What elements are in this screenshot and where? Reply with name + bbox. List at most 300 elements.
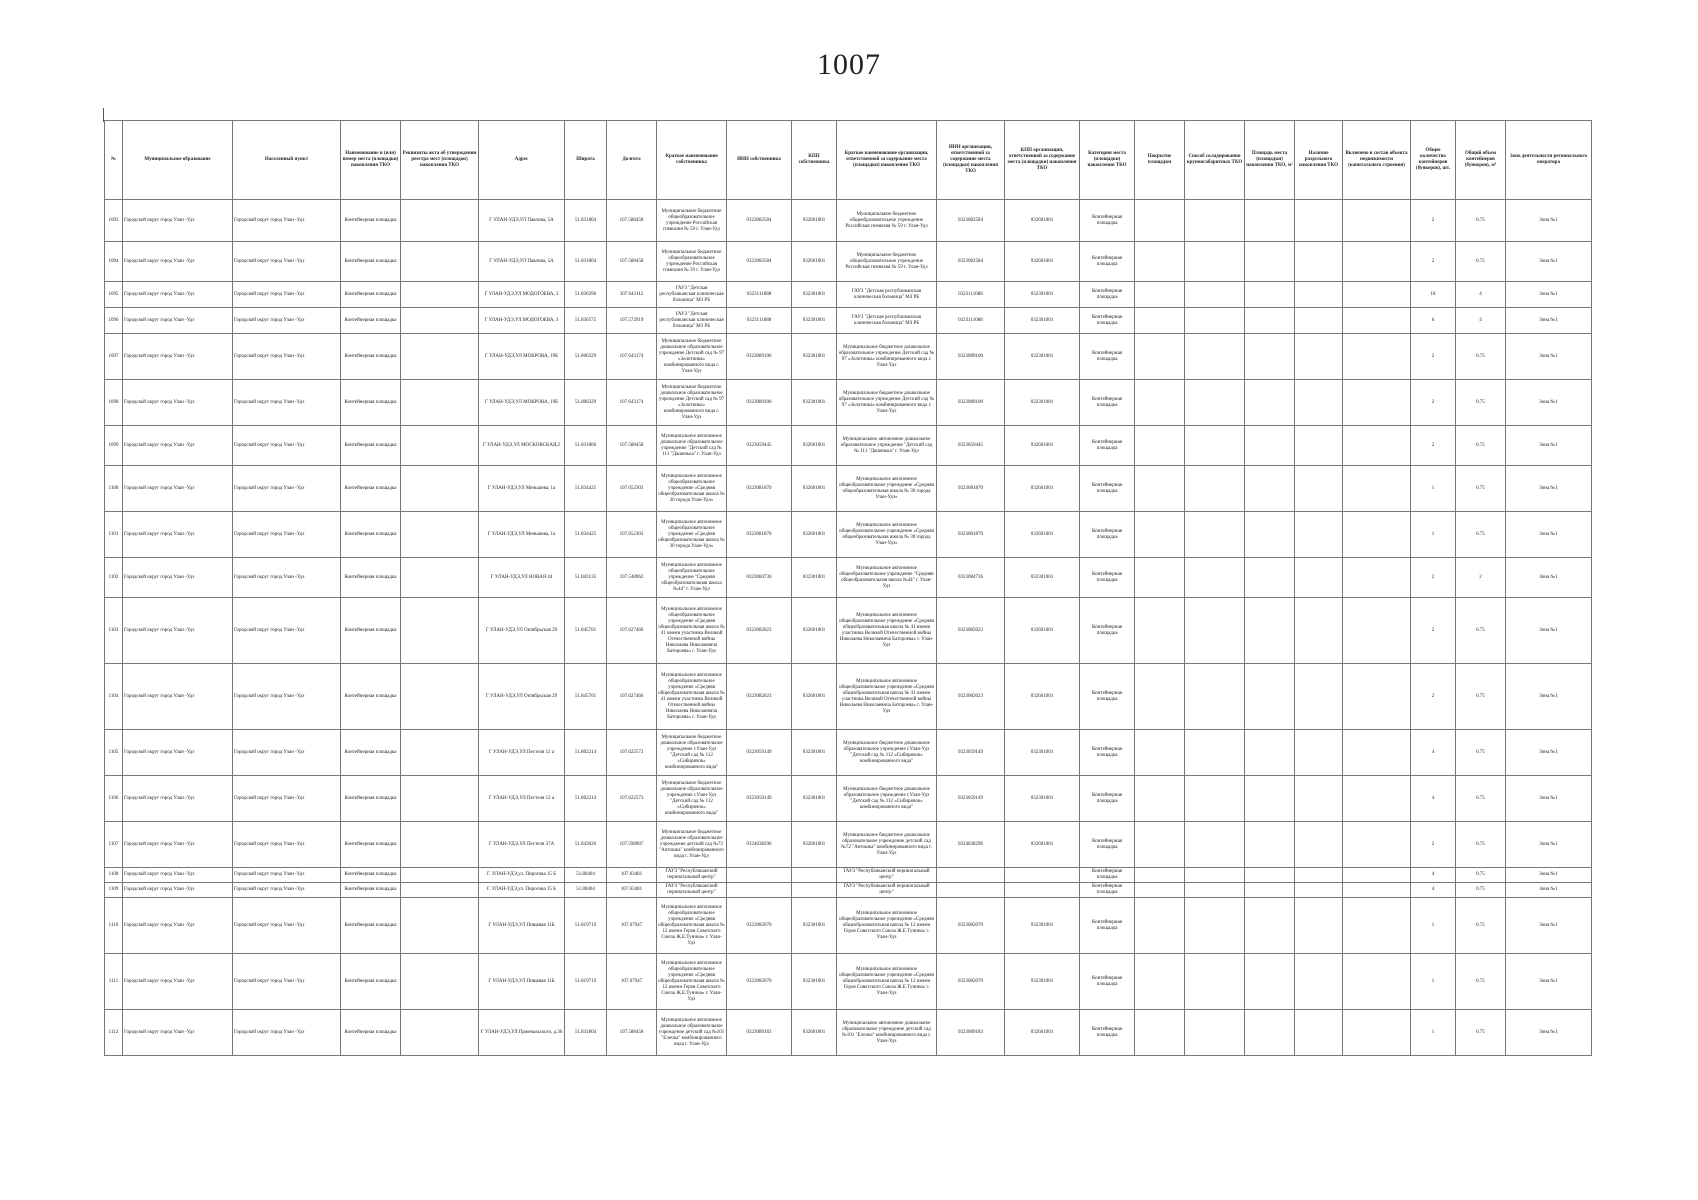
cell-mo: Городской округ город Улан -Удэ: [123, 558, 233, 598]
table-row: [105, 822, 1592, 868]
cell-cnt: 2: [1411, 426, 1456, 466]
cell-inn: 0323089100: [727, 380, 792, 426]
cell-rinn: 0323082584: [937, 242, 1005, 282]
cell-np: Городской округ город Улан -Удэ: [233, 466, 341, 512]
cell-rinn: 0323059445: [937, 426, 1005, 466]
cell-np: Городской округ город Улан -Удэ: [233, 954, 341, 1010]
cell-cnt: 2: [1411, 242, 1456, 282]
header-row: [105, 121, 1592, 200]
cell-kpp: 032601001: [792, 1010, 837, 1056]
cell-empty: [1343, 200, 1411, 242]
cell-empty: [1295, 898, 1343, 954]
cell-cnt: 4: [1411, 776, 1456, 822]
cell-empty: [1245, 466, 1295, 512]
column-header: Площадь места (площадки) накопления ТКО, м²: [1245, 121, 1295, 200]
cell-rkpp: 032601001: [1005, 200, 1080, 242]
cell-cat: Контейнерная площадка: [1080, 664, 1135, 730]
cell-num: 1101: [105, 512, 123, 558]
cell-kpp: [792, 868, 837, 883]
cell-zone: Зона №1: [1506, 200, 1592, 242]
cell-lon: 107.548962: [607, 558, 657, 598]
cell-vol: 0.75: [1456, 200, 1506, 242]
cell-num: 1099: [105, 426, 123, 466]
cell-rkpp: 032601001: [1005, 466, 1080, 512]
cell-name: Контейнерная площадка: [341, 598, 401, 664]
table-row: [105, 598, 1592, 664]
cell-rinn: 0323081870: [937, 466, 1005, 512]
column-header: Краткое наименование собственника: [657, 121, 727, 200]
cell-act: [401, 558, 479, 598]
cell-kpp: 032301001: [792, 954, 837, 1010]
cell-inn: 0323089183: [727, 1010, 792, 1056]
cell-num: 1109: [105, 883, 123, 898]
cell-name: Контейнерная площадка: [341, 954, 401, 1010]
cell-empty: [1185, 242, 1245, 282]
cell-lon: 107.63481: [607, 883, 657, 898]
cell-vol: 2: [1456, 558, 1506, 598]
cell-empty: [1295, 868, 1343, 883]
cell-kpp: 032601001: [792, 822, 837, 868]
cell-inn: 0323082584: [727, 242, 792, 282]
cell-cnt: 2: [1411, 380, 1456, 426]
cell-kpp: 032301001: [792, 308, 837, 334]
column-header: №: [105, 121, 123, 200]
cell-empty: [1245, 822, 1295, 868]
cell-name: Контейнерная площадка: [341, 242, 401, 282]
cell-lon: 107.622573: [607, 776, 657, 822]
cell-empty: [1185, 200, 1245, 242]
cell-empty: [1343, 598, 1411, 664]
column-header: Общий объем контейнеров (бункеров), м³: [1456, 121, 1506, 200]
cell-kpp: 032601001: [792, 426, 837, 466]
cell-empty: [1295, 308, 1343, 334]
cell-rinn: 0323089183: [937, 1010, 1005, 1056]
cell-cnt: 2: [1411, 822, 1456, 868]
cell-rinn: 0323081870: [937, 512, 1005, 558]
cell-empty: [1343, 242, 1411, 282]
cell-empty: [1245, 598, 1295, 664]
cell-empty: [1245, 242, 1295, 282]
cell-owner: Муниципальное автономное общеобразовательное учреждение «Средняя общеобразовательная школа № 41 имени участника Великой Отечественной войны Николаева Николаевича Батороева» г. Улан-Удэ: [657, 664, 727, 730]
cell-lon: 107.643174: [607, 334, 657, 380]
cell-rinn: 0323111088: [937, 282, 1005, 308]
table-body: [105, 200, 1592, 1056]
cell-rinn: [937, 868, 1005, 883]
cell-empty: [1295, 883, 1343, 898]
cell-owner: Муниципальное бюджетное общеобразовательное учреждение Российская гимназия № 59 г. Улан-Удэ: [657, 242, 727, 282]
cell-empty: [1135, 200, 1185, 242]
cell-lat: 51.831804: [565, 200, 607, 242]
cell-zone: Зона №1: [1506, 282, 1592, 308]
cell-lat: 51.819719: [565, 954, 607, 1010]
cell-rinn: 0323082023: [937, 598, 1005, 664]
page-number: 1007: [817, 48, 881, 81]
cell-zone: Зона №1: [1506, 598, 1592, 664]
column-header: Адрес: [479, 121, 565, 200]
cell-inn: 0324038296: [727, 822, 792, 868]
cell-empty: [1135, 426, 1185, 466]
cell-act: [401, 308, 479, 334]
cell-mo: Городской округ город Улан -Удэ: [123, 822, 233, 868]
cell-mo: Городской округ город Улан -Удэ: [123, 730, 233, 776]
cell-num: 1105: [105, 730, 123, 776]
cell-act: [401, 380, 479, 426]
cell-kpp: [792, 883, 837, 898]
cell-rinn: 0323082584: [937, 200, 1005, 242]
cell-lon: 107.622573: [607, 730, 657, 776]
cell-inn: 0323082023: [727, 664, 792, 730]
cell-rinn: 0323059149: [937, 730, 1005, 776]
cell-rkpp: 032601001: [1005, 822, 1080, 868]
cell-rkpp: 032601001: [1005, 512, 1080, 558]
cell-empty: [1185, 334, 1245, 380]
cell-resp: Муниципальное автономное общеобразовательное учреждение «Средняя общеобразовательная школа № 41 имени участника Великой Отечественной войны Николаева Николаевича Батороева» г. Улан-Удэ: [837, 598, 937, 664]
cell-inn: 0323082584: [727, 200, 792, 242]
cell-empty: [1135, 334, 1185, 380]
cell-empty: [1295, 242, 1343, 282]
cell-resp: Муниципальное бюджетное общеобразовательное учреждение Российская гимназия № 59 г. Улан-Удэ: [837, 200, 937, 242]
cell-empty: [1135, 954, 1185, 1010]
cell-vol: 0.75: [1456, 898, 1506, 954]
cell-lat: 51.806329: [565, 334, 607, 380]
cell-rinn: 0323059149: [937, 776, 1005, 822]
cell-num: 1104: [105, 664, 123, 730]
cell-mo: Городской округ город Улан -Удэ: [123, 883, 233, 898]
cell-zone: Зона №1: [1506, 334, 1592, 380]
cell-zone: Зона №1: [1506, 242, 1592, 282]
column-header: Долгота: [607, 121, 657, 200]
cell-empty: [1343, 334, 1411, 380]
cell-lon: 107.588458: [607, 1010, 657, 1056]
cell-addr: Г УЛАН-УДЭ,УЛ МОСКОВСКАЯ,2: [479, 426, 565, 466]
cell-zone: Зона №1: [1506, 308, 1592, 334]
cell-np: Городской округ город Улан -Удэ: [233, 308, 341, 334]
cell-zone: Зона №1: [1506, 776, 1592, 822]
cell-cat: Контейнерная площадка: [1080, 466, 1135, 512]
cell-rinn: 0323089100: [937, 380, 1005, 426]
cell-inn: 0323081870: [727, 512, 792, 558]
cell-addr: Г УЛАН-УДЭ,УЛ Октябрьская 29: [479, 664, 565, 730]
cell-empty: [1135, 898, 1185, 954]
cell-act: [401, 1010, 479, 1056]
cell-mo: Городской округ город Улан -Удэ: [123, 598, 233, 664]
cell-empty: [1135, 776, 1185, 822]
cell-addr: Г УЛАН-УДЭ,УЛ Пржевальского, д.36: [479, 1010, 565, 1056]
column-header: Краткое наименование организации, ответственной за содержание места (площадки) накопления ТКО: [837, 121, 937, 200]
cell-empty: [1295, 730, 1343, 776]
cell-name: Контейнерная площадка: [341, 883, 401, 898]
cell-cat: Контейнерная площадка: [1080, 380, 1135, 426]
column-header: Населенный пункт: [233, 121, 341, 200]
cell-np: Городской округ город Улан -Удэ: [233, 898, 341, 954]
cell-kpp: 032301001: [792, 558, 837, 598]
cell-empty: [1185, 868, 1245, 883]
cell-empty: [1135, 730, 1185, 776]
cell-addr: Г УЛАН-УДЭ,УЛ Пищевая 11Б: [479, 898, 565, 954]
cell-rinn: 0323082070: [937, 954, 1005, 1010]
cell-vol: 0.75: [1456, 954, 1506, 1010]
cell-empty: [1135, 883, 1185, 898]
cell-resp: Муниципальное бюджетное дошкольное образовательное учреждение детский сад №72 "Антошка" комбинированного вида г. Улан-Удэ: [837, 822, 937, 868]
cell-addr: Г. УЛАН-УДЭ,ул. Пирогова 15 Б: [479, 868, 565, 883]
cell-cat: Контейнерная площадка: [1080, 282, 1135, 308]
cell-kpp: 032301001: [792, 730, 837, 776]
cell-num: 1106: [105, 776, 123, 822]
cell-vol: 4: [1456, 282, 1506, 308]
cell-inn: 0323081870: [727, 466, 792, 512]
cell-empty: [1185, 822, 1245, 868]
cell-inn: [727, 883, 792, 898]
cell-addr: Г УЛАН-УДЭ,УЛ НОВАЯ 44: [479, 558, 565, 598]
cell-lat: 51.831804: [565, 1010, 607, 1056]
column-header: Широта: [565, 121, 607, 200]
cell-rkpp: 032301001: [1005, 730, 1080, 776]
cell-empty: [1185, 308, 1245, 334]
cell-kpp: 032601001: [792, 598, 837, 664]
cell-inn: 0323082070: [727, 954, 792, 1010]
cell-empty: [1185, 380, 1245, 426]
cell-empty: [1343, 822, 1411, 868]
column-header: Общее количество контейнеров (бункеров), шт.: [1411, 121, 1456, 200]
cell-rkpp: 032301001: [1005, 898, 1080, 954]
table-row: [105, 1010, 1592, 1056]
cell-num: 1108: [105, 868, 123, 883]
table-row: [105, 954, 1592, 1010]
cell-zone: Зона №1: [1506, 868, 1592, 883]
cell-vol: 0.75: [1456, 512, 1506, 558]
cell-vol: 0.75: [1456, 380, 1506, 426]
cell-empty: [1295, 466, 1343, 512]
cell-empty: [1135, 664, 1185, 730]
cell-owner: Муниципальное бюджетное дошкольное образовательное учреждение Детский сад № 97 «Золотинка» комбинированного вида г. Улан-Удэ: [657, 380, 727, 426]
cell-empty: [1185, 898, 1245, 954]
cell-mo: Городской округ город Улан -Удэ: [123, 308, 233, 334]
cell-empty: [1245, 883, 1295, 898]
cell-vol: 0.75: [1456, 426, 1506, 466]
cell-owner: ГАУЗ "Детская республиканская клиническая больница" МЗ РБ: [657, 282, 727, 308]
cell-vol: 0.75: [1456, 334, 1506, 380]
cell-zone: Зона №1: [1506, 558, 1592, 598]
cell-cnt: 2: [1411, 558, 1456, 598]
cell-empty: [1343, 883, 1411, 898]
cell-np: Городской округ город Улан -Удэ: [233, 883, 341, 898]
cell-cnt: 2: [1411, 598, 1456, 664]
cell-empty: [1185, 664, 1245, 730]
cell-cat: Контейнерная площадка: [1080, 898, 1135, 954]
cell-zone: Зона №1: [1506, 664, 1592, 730]
table-row: [105, 558, 1592, 598]
cell-act: [401, 954, 479, 1010]
cell-rkpp: 032301001: [1005, 308, 1080, 334]
cell-cnt: 2: [1411, 664, 1456, 730]
cell-addr: Г УЛАН-УДЭ,УЛ Павлова, 5А: [479, 242, 565, 282]
cell-inn: 0323111088: [727, 282, 792, 308]
column-header: Способ складирования крупногабаритных ТКО: [1185, 121, 1245, 200]
cell-np: Городской округ город Улан -Удэ: [233, 822, 341, 868]
cell-cnt: 1: [1411, 954, 1456, 1010]
table-row: [105, 730, 1592, 776]
cell-name: Контейнерная площадка: [341, 664, 401, 730]
cell-name: Контейнерная площадка: [341, 868, 401, 883]
cell-np: Городской округ город Улан -Удэ: [233, 200, 341, 242]
cell-name: Контейнерная площадка: [341, 1010, 401, 1056]
column-header: ИНН организации, ответственной за содержание места (площадки) накопления ТКО: [937, 121, 1005, 200]
cell-resp: Муниципальное автономное общеобразовательное учреждение "Средняя общеобразовательная школа №44" г. Улан-Удэ: [837, 558, 937, 598]
table-row: [105, 664, 1592, 730]
cell-empty: [1343, 730, 1411, 776]
cell-rkpp: 032601001: [1005, 598, 1080, 664]
cell-lat: 51.836575: [565, 308, 607, 334]
cell-act: [401, 200, 479, 242]
cell-rkpp: 032601001: [1005, 242, 1080, 282]
cell-lat: 51.806329: [565, 380, 607, 426]
cell-empty: [1295, 426, 1343, 466]
cell-vol: 0.75: [1456, 822, 1506, 868]
cell-empty: [1135, 868, 1185, 883]
cell-empty: [1343, 380, 1411, 426]
cell-kpp: 032301001: [792, 282, 837, 308]
cell-act: [401, 730, 479, 776]
cell-empty: [1295, 380, 1343, 426]
cell-num: 1094: [105, 242, 123, 282]
cell-name: Контейнерная площадка: [341, 822, 401, 868]
cell-lat: 51.845761: [565, 664, 607, 730]
cell-np: Городской округ город Улан -Удэ: [233, 598, 341, 664]
cell-lon: 107.627466: [607, 664, 657, 730]
cell-mo: Городской округ город Улан -Удэ: [123, 512, 233, 558]
cell-rinn: 0323111088: [937, 308, 1005, 334]
cell-inn: 0323111088: [727, 308, 792, 334]
cell-cat: Контейнерная площадка: [1080, 598, 1135, 664]
cell-resp: Муниципальное бюджетное дошкольное образовательное учреждение г.Улан-Удэ "Детский сад № 112 «Сибирячок» комбинированного вида": [837, 730, 937, 776]
cell-act: [401, 868, 479, 883]
cell-empty: [1135, 466, 1185, 512]
cell-cat: Контейнерная площадка: [1080, 308, 1135, 334]
cell-empty: [1343, 664, 1411, 730]
cell-owner: Муниципальное автономное общеобразовательное учреждение «Средняя общеобразовательная школа № 12 имени Героя Советского Союза Ж.Е.Тунина» г. Улан-Удэ: [657, 954, 727, 1010]
cell-act: [401, 598, 479, 664]
cell-mo: Городской округ город Улан -Удэ: [123, 282, 233, 308]
cell-name: Контейнерная площадка: [341, 282, 401, 308]
cell-act: [401, 334, 479, 380]
cell-resp: ГАУЗ "Республиканский перинатальный центр": [837, 883, 937, 898]
cell-mo: Городской округ город Улан -Удэ: [123, 242, 233, 282]
cell-vol: 0.75: [1456, 730, 1506, 776]
cell-resp: ГАУЗ "Детская республиканская клиническая больница" МЗ РБ: [837, 308, 937, 334]
cell-empty: [1135, 308, 1185, 334]
cell-cnt: 4: [1411, 730, 1456, 776]
cell-empty: [1343, 466, 1411, 512]
cell-cat: Контейнерная площадка: [1080, 200, 1135, 242]
cell-num: 1096: [105, 308, 123, 334]
cell-addr: Г УЛАН-УДЭ,УЛ Меньшева, 1а: [479, 466, 565, 512]
cell-inn: 0323059149: [727, 730, 792, 776]
cell-empty: [1343, 512, 1411, 558]
cell-kpp: 032301001: [792, 380, 837, 426]
cell-lon: 107.588458: [607, 200, 657, 242]
cell-owner: Муниципальное автономное общеобразовательное учреждение «Средняя общеобразовательная школа № 41 имени участника Великой Отечественной войны Николаева Николаевича Батороева» г. Улан-Удэ: [657, 598, 727, 664]
cell-kpp: 032301001: [792, 334, 837, 380]
cell-act: [401, 822, 479, 868]
cell-empty: [1245, 282, 1295, 308]
cell-rkpp: 032601001: [1005, 1010, 1080, 1056]
cell-empty: [1295, 334, 1343, 380]
cell-lon: 107.572919: [607, 308, 657, 334]
cell-lon: 107.652303: [607, 466, 657, 512]
cell-empty: [1343, 426, 1411, 466]
cell-empty: [1245, 664, 1295, 730]
table-row: [105, 776, 1592, 822]
cell-empty: [1295, 512, 1343, 558]
cell-mo: Городской округ город Улан -Удэ: [123, 868, 233, 883]
cell-empty: [1295, 664, 1343, 730]
cell-owner: Муниципальное бюджетное дошкольное образовательное учреждение детский сад №72 "Антошка" комбинированного вида г. Улан-Удэ: [657, 822, 727, 868]
cell-act: [401, 466, 479, 512]
cell-name: Контейнерная площадка: [341, 380, 401, 426]
cell-empty: [1343, 282, 1411, 308]
cell-rinn: 0324038296: [937, 822, 1005, 868]
table-row: [105, 308, 1592, 334]
cell-mo: Городской округ город Улан -Удэ: [123, 898, 233, 954]
table-row: [105, 380, 1592, 426]
cell-np: Городской округ город Улан -Удэ: [233, 558, 341, 598]
cell-owner: Муниципальное бюджетное дошкольное образовательное учреждение Детский сад № 97 «Золотинка» комбинированного вида г. Улан-Удэ: [657, 334, 727, 380]
cell-resp: Муниципальное автономное общеобразовательное учреждение «Средняя общеобразовательная школа № 12 имени Героя Советского Союза Ж.Е.Тунина» г. Улан-Удэ: [837, 954, 937, 1010]
cell-vol: 0.75: [1456, 883, 1506, 898]
cell-resp: Муниципальное автономное дошкольное образовательное учреждение "Детский сад № 111 "Дашенька" г. Улан-Удэ: [837, 426, 937, 466]
cell-lat: 51.834425: [565, 466, 607, 512]
table-row: [105, 883, 1592, 898]
cell-rkpp: 032301001: [1005, 558, 1080, 598]
cell-np: Городской округ город Улан -Удэ: [233, 242, 341, 282]
cell-empty: [1295, 282, 1343, 308]
cell-cnt: 4: [1411, 883, 1456, 898]
column-header: Покрытие площадки: [1135, 121, 1185, 200]
cell-empty: [1185, 282, 1245, 308]
cell-empty: [1245, 512, 1295, 558]
cell-vol: 0.75: [1456, 598, 1506, 664]
cell-zone: Зона №1: [1506, 1010, 1592, 1056]
cell-cat: Контейнерная площадка: [1080, 822, 1135, 868]
cell-cnt: 1: [1411, 898, 1456, 954]
table-row: [105, 282, 1592, 308]
cell-num: 1111: [105, 954, 123, 1010]
cell-cnt: 1: [1411, 512, 1456, 558]
cell-act: [401, 664, 479, 730]
cell-resp: Муниципальное автономное общеобразовательное учреждение «Средняя общеобразовательная школа № 41 имени участника Великой Отечественной войны Николаева Николаевича Батороева» г. Улан-Удэ: [837, 664, 937, 730]
cell-np: Городской округ город Улан -Удэ: [233, 334, 341, 380]
cell-cat: Контейнерная площадка: [1080, 334, 1135, 380]
cell-resp: Муниципальное автономное общеобразовательное учреждение «Средняя общеобразовательная школа № 30 города Улан-Удэ»: [837, 512, 937, 558]
cell-num: 1100: [105, 466, 123, 512]
column-header: Муниципальное образование: [123, 121, 233, 200]
table-row: [105, 868, 1592, 883]
cell-empty: [1245, 898, 1295, 954]
cell-empty: [1245, 776, 1295, 822]
cell-owner: Муниципальное автономное общеобразовательное учреждение "Средняя общеобразовательная школа №44" г. Улан-Удэ: [657, 558, 727, 598]
cell-np: Городской округ город Улан -Удэ: [233, 1010, 341, 1056]
cell-empty: [1245, 730, 1295, 776]
cell-kpp: 032301001: [792, 776, 837, 822]
cell-lon: 107.588458: [607, 242, 657, 282]
cell-lat: 51.80404: [565, 883, 607, 898]
cell-mo: Городской округ город Улан -Удэ: [123, 334, 233, 380]
cell-empty: [1343, 1010, 1411, 1056]
column-header: КПП организации, ответственной за содержание места (площадки) накопления ТКО: [1005, 121, 1080, 200]
cell-lat: 51.802214: [565, 776, 607, 822]
cell-owner: ГАУЗ "Республиканский перинатальный центр": [657, 883, 727, 898]
cell-owner: Муниципальное автономное общеобразовательное учреждение «Средняя общеобразовательная школа № 30 города Улан-Удэ»: [657, 466, 727, 512]
